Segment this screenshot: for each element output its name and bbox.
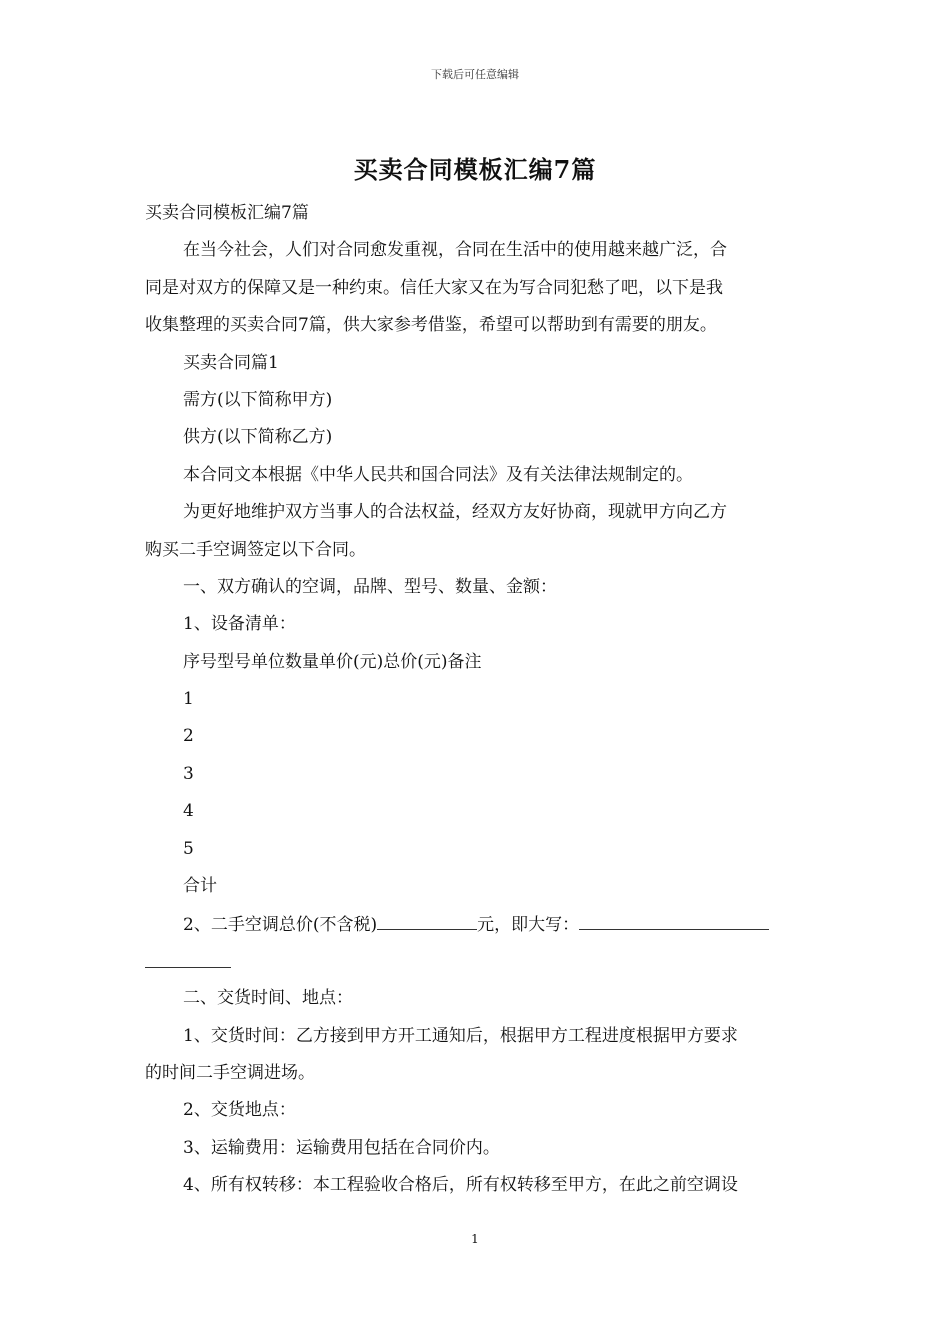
amount-blank <box>377 911 477 930</box>
party-a-line: 需方(以下简称甲方) <box>183 389 333 410</box>
table-row: 3 <box>183 763 194 784</box>
document-title: 买卖合同模板汇编7篇 <box>353 155 597 184</box>
table-row: 2 <box>183 726 194 747</box>
table-row: 5 <box>183 838 194 859</box>
table-total: 合计 <box>183 876 217 897</box>
transport-cost-line: 3、运输费用：运输费用包括在合同价内。 <box>183 1137 500 1158</box>
purpose-line-2: 购买二手空调签定以下合同。 <box>145 539 366 560</box>
equipment-list-label: 1、设备清单： <box>183 614 296 635</box>
delivery-time-line-1: 1、交货时间：乙方接到甲方开工通知后，根据甲方工程进度根据甲方要求 <box>183 1025 738 1046</box>
document-body <box>145 201 807 1211</box>
total-price-label: 2、二手空调总价(不含税) <box>183 915 378 936</box>
intro-line-3: 收集整理的买卖合同7篇，供大家参考借鉴，希望可以帮助到有需要的朋友。 <box>145 315 717 336</box>
clause-1-heading: 一、双方确认的空调，品牌、型号、数量、金额： <box>183 576 557 597</box>
intro-line-1: 在当今社会，人们对合同愈发重视，合同在生活中的使用越来越广泛，合 <box>183 240 727 261</box>
delivery-time-line-2: 的时间二手空调进场。 <box>145 1062 315 1083</box>
table-row: 4 <box>183 801 194 822</box>
ownership-transfer-line: 4、所有权转移：本工程验收合格后，所有权转移至甲方，在此之前空调设 <box>183 1175 738 1196</box>
in-words-label: 元，即大写： <box>477 915 580 936</box>
total-price-line <box>145 911 807 948</box>
clause-2-heading: 二、交货时间、地点： <box>183 988 353 1009</box>
table-row: 1 <box>183 689 194 710</box>
delivery-place-line: 2、交货地点： <box>183 1100 296 1121</box>
legal-basis-line: 本合同文本根据《中华人民共和国合同法》及有关法律法规制定的。 <box>183 464 693 485</box>
blank-continuation-line <box>145 949 807 986</box>
party-b-line: 供方(以下简称乙方) <box>183 427 333 448</box>
purpose-line-1: 为更好地维护双方当事人的合法权益，经双方友好协商，现就甲方向乙方 <box>183 502 727 523</box>
page-header: 下载后可任意编辑 <box>431 68 519 81</box>
amount-words-blank-cont <box>145 949 231 968</box>
intro-line-2: 同是对双方的保障又是一种约束。信任大家又在为写合同犯愁了吧，以下是我 <box>145 277 723 298</box>
subtitle-line: 买卖合同模板汇编7篇 <box>145 203 309 223</box>
section-heading: 买卖合同篇1 <box>183 352 279 373</box>
table-header: 序号型号单位数量单价(元)总价(元)备注 <box>183 651 482 672</box>
page-number: 1 <box>471 1232 479 1246</box>
amount-words-blank <box>579 911 769 930</box>
